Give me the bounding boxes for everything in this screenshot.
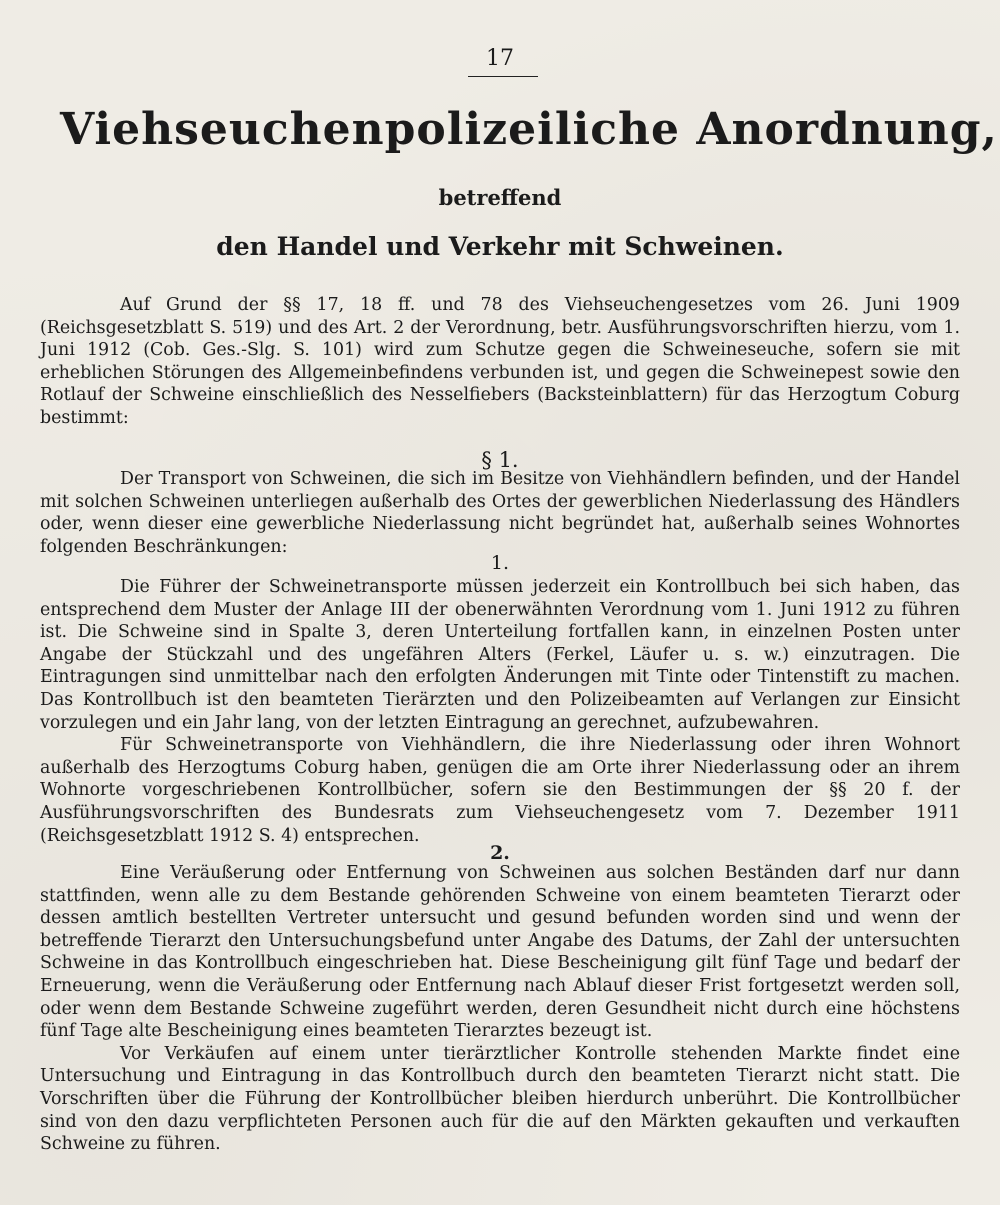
section-1-heading: § 1. bbox=[481, 448, 519, 472]
subsection-1-number: 1. bbox=[490, 552, 510, 574]
subsection-2-text-block bbox=[40, 862, 960, 1156]
document-subtitle: betreffend bbox=[438, 185, 562, 210]
subsection-2-number: 2. bbox=[490, 842, 510, 864]
intro-paragraph: Auf Grund der §§ 17, 18 ff. und 78 des Viehseuchengesetzes vom 26. Juni 1909 (Reichsgesetzblatt S. 519) und des Art. 2 der Verordnung, betr. Ausführungsvorschriften hierzu, vom 1. Juni 1912 (Cob. Ges.-Slg. S. 101) wird zum Schutze gegen die Schweineseuche, sofern sie mit erheblichen Störungen des Allgemeinbefindens verbunden ist, und gegen die Schweinepest sowie den Rotlauf der Schweine einschließlich des Nesselfiebers (Backsteinblattern) für das Herzogtum Coburg bestimmt: bbox=[40, 295, 960, 428]
intro-paragraph-block bbox=[40, 294, 960, 430]
document-title: Viehseuchenpolizeiliche Anordnung, bbox=[60, 104, 998, 155]
document-subject: den Handel und Verkehr mit Schweinen. bbox=[216, 232, 784, 261]
subsection-2-paragraph-2: Vor Verkäufen auf einem unter tierärztlicher Kontrolle stehenden Markte findet eine Untersuchung und Eintragung in das Kontrollbuch durch den beamteten Tierarzt nicht statt. Die Vorschriften über die Führung der Kontrollbücher bleiben hierdurch unberührt. Die Kontrollbücher sind von den dazu verpflichteten Personen auch für die auf den Märkten gekauften und verkauften Schweine zu führen. bbox=[40, 1043, 960, 1155]
section-1-paragraph: Der Transport von Schweinen, die sich im Besitze von Viehhändlern befinden, und der Handel mit solchen Schweinen unterliegen außerhalb des Ortes der gewerblichen Niederlassung des Händlers oder, wenn dieser eine gewerbliche Niederlassung nicht begründet hat, außerhalb seines Wohnortes folgenden Beschränkungen: bbox=[40, 469, 960, 557]
page-number-rule bbox=[468, 76, 538, 77]
subsection-1-paragraph-1: Die Führer der Schweinetransporte müssen jederzeit ein Kontrollbuch bei sich haben, das entsprechend dem Muster der Anlage III der obenerwähnten Verordnung vom 1. Juni 1912 zu führen ist. Die Schweine sind in Spalte 3, deren Unterteilung fortfallen kann, in einzelnen Posten unter Angabe der Stückzahl und des ungefähren Alters (Ferkel, Läufer u. s. w.) einzutragen. Die Eintragungen sind unmittelbar nach den erfolgten Änderungen mit Tinte oder Tintenstift zu machen. Das Kontrollbuch ist den beamteten Tierärzten und den Polizeibeamten auf Verlangen zur Einsicht vorzulegen und ein Jahr lang, von der letzten Eintragung an gerechnet, aufzubewahren. bbox=[40, 577, 960, 733]
page-number: 17 bbox=[486, 46, 514, 71]
subsection-1-paragraph-2: Für Schweinetransporte von Viehhändlern, die ihre Niederlassung oder ihren Wohnort außerhalb des Herzogtums Coburg haben, genügen die am Orte ihrer Niederlassung oder an ihrem Wohnorte vorgeschriebenen Kontrollbücher, sofern sie den Bestimmungen der §§ 20 f. der Ausführungsvorschriften des Bundesrats zum Viehseuchengesetz vom 7. Dezember 1911 (Reichsgesetzblatt 1912 S. 4) entsprechen. bbox=[40, 735, 960, 846]
subsection-1-text-block bbox=[40, 576, 960, 847]
section-1-text-block bbox=[40, 468, 960, 558]
subsection-2-paragraph-1: Eine Veräußerung oder Entfernung von Schweinen aus solchen Beständen darf nur dann stattfinden, wenn alle zu dem Bestande gehörenden Schweine von einem beamteten Tierarzt oder dessen amtlich bestellten Vertreter untersucht und gesund befunden worden sind und wenn der betreffende Tierarzt den Untersuchungsbefund unter Angabe des Datums, der Zahl der untersuchten Schweine in das Kontrollbuch eingeschrieben hat. Diese Bescheinigung gilt fünf Tage und bedarf der Erneuerung, wenn die Veräußerung oder Entfernung nach Ablauf dieser Frist fortgesetzt werden soll, oder wenn dem Bestande Schweine zugeführt werden, deren Gesundheit nicht durch eine höchstens fünf Tage alte Bescheinigung eines beamteten Tierarztes bezeugt ist. bbox=[40, 863, 960, 1042]
